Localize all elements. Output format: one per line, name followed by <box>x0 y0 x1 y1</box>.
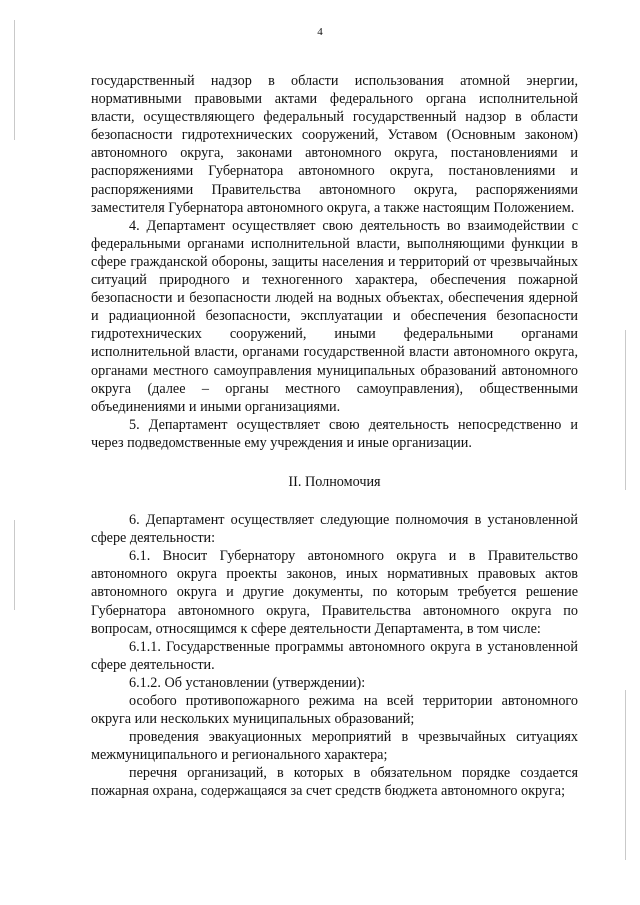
document-body <box>91 72 578 801</box>
scan-edge-mark <box>625 690 626 860</box>
paragraph-6-1-2: 6.1.2. Об установлении (утверждении): <box>129 674 366 691</box>
paragraph-4: 4. Департамент осуществляет свою деятельность во взаимодействии с федеральными органами исполнительной власти, выполняющими функции в сфере гражданской обороны, защиты населения и территорий от чрезвычайных ситуаций природного и техногенного характера, обеспечения пожарной безопасности и безопасности людей на водных объектах, обеспечения ядерной и радиационной безопасности, эксплуатации и обеспечения безопасности гидротехнических сооружений, иными федеральными органами исполнительной власти, органами государственной власти автономного округа, органами местного самоуправления муниципальных образований автономного округа (далее – органы местного самоуправления), общественными объединениями и иными организациями. <box>91 217 578 415</box>
paragraph-6-1: 6.1. Вносит Губернатору автономного округа и в Правительство автономного округа проекты законов, иных нормативных правовых актов автономного округа и другие документы, по которым требуется решение Губернатора автономного округа, Правительства автономного округа по вопросам, относящимся к сфере деятельности Департамента, в том числе: <box>91 548 578 637</box>
list-item-evacuation: проведения эвакуационных мероприятий в чрезвычайных ситуациях межмуниципального и регионального характера; <box>91 729 578 764</box>
section-heading: II. Полномочия <box>288 473 381 490</box>
scan-edge-mark <box>14 20 15 140</box>
scan-edge-mark <box>625 330 626 490</box>
scan-edge-mark <box>14 520 15 610</box>
paragraph-6: 6. Департамент осуществляет следующие полномочия в установленной сфере деятельности: <box>91 512 578 547</box>
paragraph-continuation: государственный надзор в области использования атомной энергии, нормативными правовыми актами федерального органа исполнительной власти, осуществляющего федеральный государственный надзор в области безопасности гидротехнических сооружений, Уставом (Основным законом) автономного округа, законами автономного округа, постановлениями и распоряжениями Губернатора автономного округа, постановлениями и распоряжениями Правительства автономного округа, распоряжениями заместителя Губернатора автономного округа, а также настоящим Положением. <box>91 73 578 216</box>
list-item-fire-regime: особого противопожарного режима на всей территории автономного округа или нескольких муниципальных образований; <box>91 693 578 728</box>
list-item-fire-protection: перечня организаций, в которых в обязательном порядке создается пожарная охрана, содержащаяся за счет средств бюджета автономного округа; <box>91 765 578 800</box>
page-number: 4 <box>317 26 323 38</box>
paragraph-6-1-1: 6.1.1. Государственные программы автономного округа в установленной сфере деятельности. <box>91 638 578 673</box>
paragraph-5: 5. Департамент осуществляет свою деятельность непосредственно и через подведомственные ему учреждения и иные организации. <box>91 416 578 451</box>
